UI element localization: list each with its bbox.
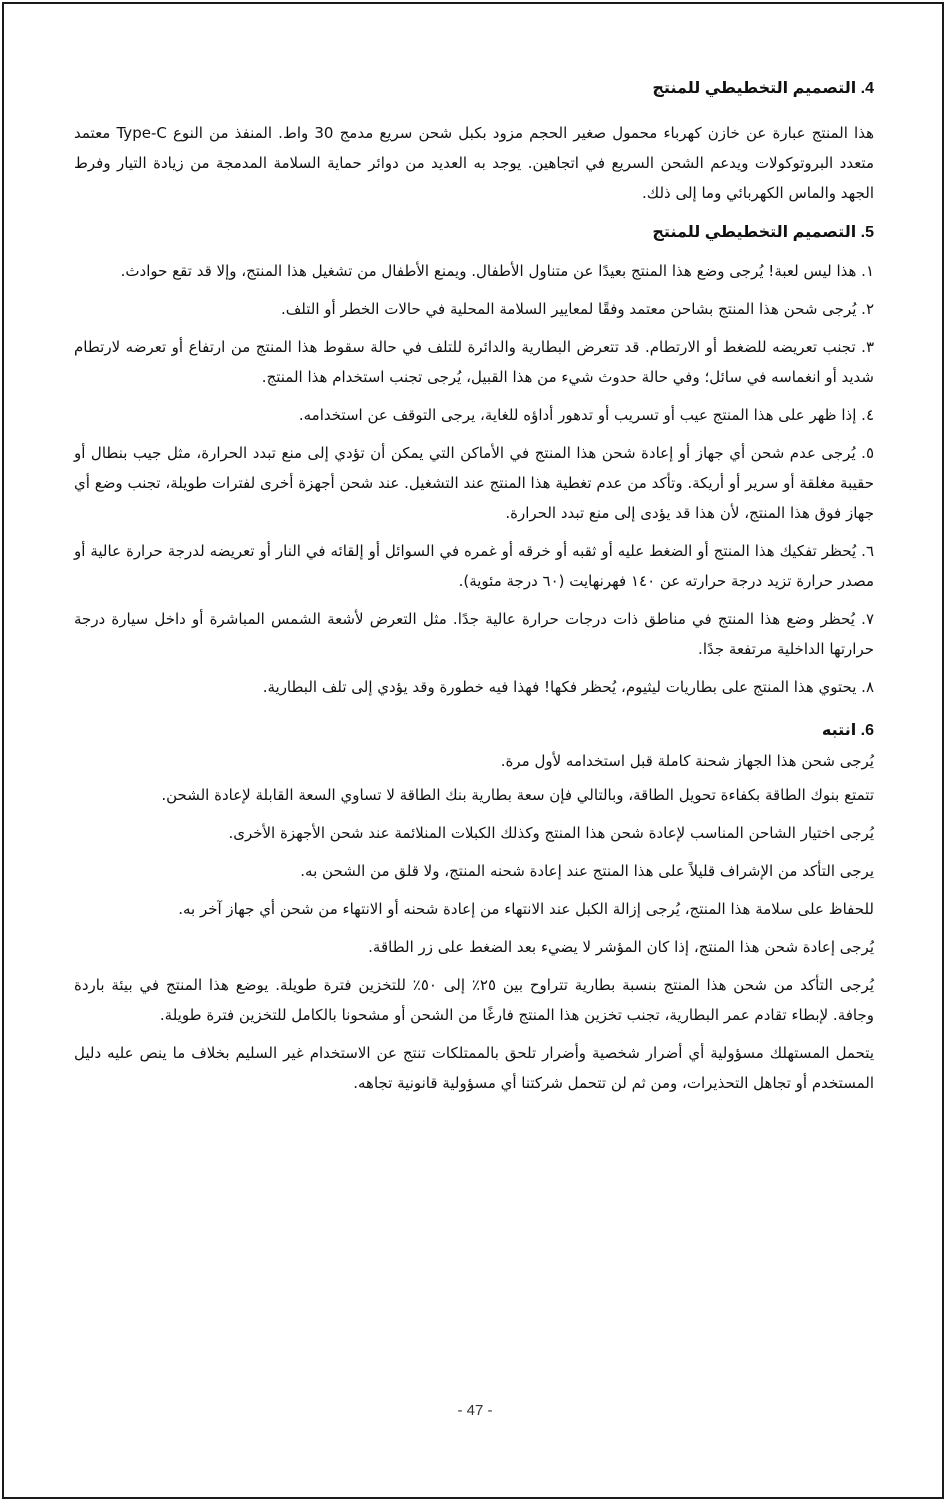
notice-paragraph: يُرجى إعادة شحن هذا المنتج، إذا كان المؤشر لا يضيء بعد الضغط على زر الطاقة. xyxy=(368,938,874,956)
list-item: ٣. تجنب تعريضه للضغط أو الارتطام. قد تتعرض البطارية والدائرة للتلف في حالة سقوط هذا المنتج من ارتفاع أو تعرضه لارتطام شديد أو انغماسه في سائل؛ وفي حالة حدوث شيء من هذا القبيل، يُرجى تجنب استخدام هذا المنتج. xyxy=(74,338,874,386)
section-number: 5. xyxy=(860,224,874,241)
page-number: - 47 - xyxy=(457,1402,493,1419)
section-6-heading xyxy=(74,716,874,746)
list-item: ٥. يُرجى عدم شحن أي جهاز أو إعادة شحن هذا المنتج في الأماكن التي يمكن أن تؤدي إلى منع تبدد الحرارة، مثل جيب بنطال أو حقيبة مغلقة أو سرير أو أريكة. وتأكد من عدم تغطية هذا المنتج عند التشغيل. عند شحن أجهزة أخرى لفترات طويلة، تجنب وضع أي جهاز فوق هذا المنتج، لأن هذا قد يؤدى إلى منع تبدد الحرارة. xyxy=(74,444,874,522)
list-item: ٢. يُرجى شحن هذا المنتج بشاحن معتمد وفقًا لمعايير السلامة المحلية في حالات الخطر أو التلف. xyxy=(280,300,874,318)
section-title: التصميم التخطيطي للمنتج xyxy=(652,224,857,241)
section-5-heading xyxy=(74,218,874,248)
list-item: ٧. يُحظر وضع هذا المنتج في مناطق ذات درجات حرارة عالية جدًا. مثل التعرض لأشعة الشمس المباشرة أو داخل سيارة درجة حرارتها الداخلية مرتفعة جدًا. xyxy=(74,610,874,658)
section-title: انتبه xyxy=(821,722,857,739)
section-title: التصميم التخطيطي للمنتج xyxy=(652,80,857,97)
section-4-paragraph: هذا المنتج عبارة عن خازن كهرباء محمول صغير الحجم مزود بكبل شحن سريع مدمج 30 واط. المنفذ من النوع Type-C معتمد متعدد البروتوكولات ويدعم الشحن السريع في اتجاهين. يوجد به العديد من دوائر حماية السلامة المدمجة من زيادة التيار وفرط الجهد والماس الكهربائي وما إلى ذلك. xyxy=(74,124,874,202)
list-item: ٨. يحتوي هذا المنتج على بطاريات ليثيوم، يُحظر فكها! فهذا فيه خطورة وقد يؤدي إلى تلف البطارية. xyxy=(262,678,874,696)
section-4-heading xyxy=(74,74,874,104)
notice-paragraph: يُرجى اختيار الشاحن المناسب لإعادة شحن هذا المنتج وكذلك الكبلات المنلائمة عند شحن الأجهزة الأخرى. xyxy=(228,824,874,842)
notice-paragraph: للحفاظ على سلامة هذا المنتج، يُرجى إزالة الكبل عند الانتهاء من إعادة شحنه أو الانتهاء من شحن أي جهاز آخر به. xyxy=(178,900,874,918)
notice-paragraph: يرجى التأكد من الإشراف قليلاً على هذا المنتج عند إعادة شحنه المنتج، ولا قلق من الشحن به. xyxy=(300,862,874,880)
notice-paragraph: يتحمل المستهلك مسؤولية أي أضرار شخصية وأضرار تلحق بالممتلكات تنتج عن الاستخدام غير السليم بخلاف ما ينص عليه دليل المستخدم أو تجاهل التحذيرات، ومن ثم لن تتحمل شركتنا أي مسؤولية قانونية تجاهه. xyxy=(74,1044,874,1092)
list-item: ٦. يُحظر تفكيك هذا المنتج أو الضغط عليه أو ثقبه أو خرقه أو غمره في السوائل أو إلقائه في النار أو تعريضه لدرجة حرارة عالية أو مصدر حرارة تزيد درجة حرارته عن ١٤٠ فهرنهايت (٦٠ درجة مئوية). xyxy=(74,542,874,590)
notice-paragraph: يُرجى شحن هذا الجهاز شحنة كاملة قبل استخدامه لأول مرة. xyxy=(500,752,874,770)
list-item: ١. هذا ليس لعبة! يُرجى وضع هذا المنتج بعيدًا عن متناول الأطفال. ويمنع الأطفال من تشغيل هذا المنتج، وإلا قد تقع حوادث. xyxy=(120,262,874,280)
notice-paragraph: يُرجى التأكد من شحن هذا المنتج بنسبة بطارية تتراوح بين ٢٥٪ إلى ٥٠٪ للتخزين فترة طويلة. يوضع هذا المنتج في بيئة باردة وجافة. لإبطاء تقادم عمر البطارية، تجنب تخزين هذا المنتج فارغًا من الشحن أو مشحونا بالكامل للتخزين فترة طويلة. xyxy=(74,976,874,1024)
section-number: 6. xyxy=(860,722,874,739)
document-body xyxy=(74,74,874,1106)
section-number: 4. xyxy=(860,80,874,97)
list-item: ٤. إذا ظهر على هذا المنتج عيب أو تسريب أو تدهور أداؤه للغاية، يرجى التوقف عن استخدامه. xyxy=(298,406,874,424)
notice-paragraph: تتمتع بنوك الطاقة بكفاءة تحويل الطاقة، وبالتالي فإن سعة بطارية بنك الطاقة لا تساوي السعة القابلة لإعادة الشحن. xyxy=(161,786,874,804)
